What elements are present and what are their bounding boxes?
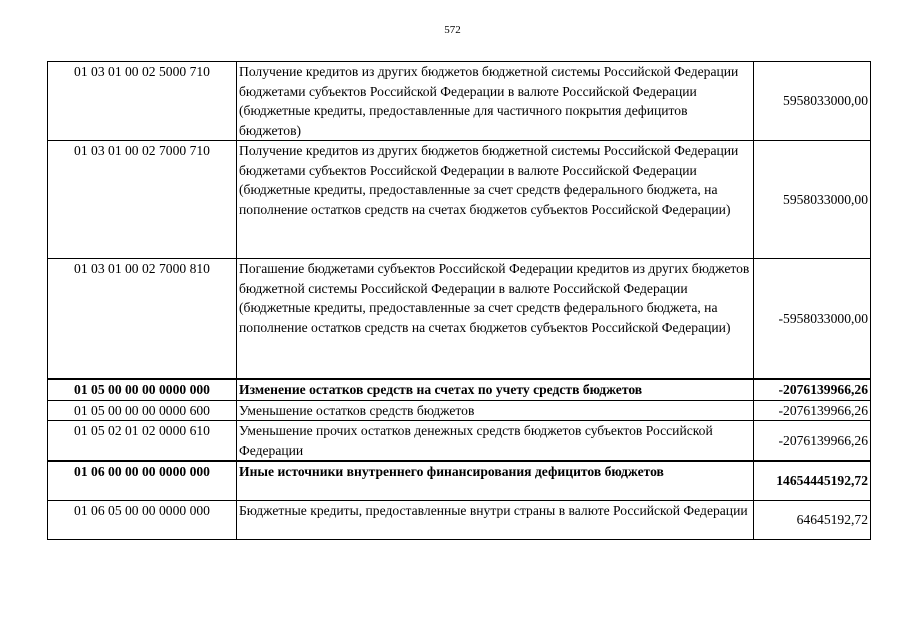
table-row bbox=[48, 259, 871, 380]
description-cell: Иные источники внутреннего финансирования дефицитов бюджетов bbox=[237, 461, 754, 501]
table-row bbox=[48, 421, 871, 462]
amount-cell: -5958033000,00 bbox=[754, 259, 871, 380]
budget-code-cell: 01 03 01 00 02 7000 810 bbox=[48, 259, 237, 380]
table-row bbox=[48, 62, 871, 141]
amount-cell: 14654445192,72 bbox=[754, 461, 871, 501]
budget-sources-table bbox=[47, 61, 871, 540]
description-cell: Уменьшение прочих остатков денежных средств бюджетов субъектов Российской Федерации bbox=[237, 421, 754, 462]
amount-cell: 5958033000,00 bbox=[754, 62, 871, 141]
description-cell: Изменение остатков средств на счетах по учету средств бюджетов bbox=[237, 379, 754, 400]
budget-code-cell: 01 03 01 00 02 7000 710 bbox=[48, 141, 237, 259]
amount-cell: 64645192,72 bbox=[754, 501, 871, 540]
amount-cell: 5958033000,00 bbox=[754, 141, 871, 259]
page-number: 572 bbox=[444, 24, 461, 36]
description-cell: Бюджетные кредиты, предоставленные внутри страны в валюте Российской Федерации bbox=[237, 501, 754, 540]
budget-code-cell: 01 06 05 00 00 0000 000 bbox=[48, 501, 237, 540]
description-cell: Получение кредитов из других бюджетов бюджетной системы Российской Федерации бюджетами субъектов Российской Федерации в валюте Российской Федерации (бюджетные кредиты, предоставленные за счет средств федерального бюджета, на пополнение остатков средств на счетах бюджетов субъектов Российской Федерации) bbox=[237, 141, 754, 259]
table-row-section-total bbox=[48, 379, 871, 400]
description-cell: Погашение бюджетами субъектов Российской Федерации кредитов из других бюджетов бюджетной системы Российской Федерации в валюте Российской Федерации (бюджетные кредиты, предоставленные за счет средств федерального бюджета, на пополнение остатков средств на счетах бюджетов субъектов Российской Федерации) bbox=[237, 259, 754, 380]
table-row bbox=[48, 400, 871, 421]
description-cell: Уменьшение остатков средств бюджетов bbox=[237, 400, 754, 421]
budget-code-cell: 01 05 00 00 00 0000 000 bbox=[48, 379, 237, 400]
description-cell: Получение кредитов из других бюджетов бюджетной системы Российской Федерации бюджетами субъектов Российской Федерации в валюте Российской Федерации (бюджетные кредиты, предоставленные для частичного покрытия дефицитов бюджетов) bbox=[237, 62, 754, 141]
amount-cell: -2076139966,26 bbox=[754, 400, 871, 421]
budget-code-cell: 01 05 02 01 02 0000 610 bbox=[48, 421, 237, 462]
budget-code-cell: 01 06 00 00 00 0000 000 bbox=[48, 461, 237, 501]
budget-code-cell: 01 03 01 00 02 5000 710 bbox=[48, 62, 237, 141]
table-row-section-total bbox=[48, 461, 871, 501]
amount-cell: -2076139966,26 bbox=[754, 421, 871, 462]
table-row bbox=[48, 501, 871, 540]
table-row bbox=[48, 141, 871, 259]
amount-cell: -2076139966,26 bbox=[754, 379, 871, 400]
budget-code-cell: 01 05 00 00 00 0000 600 bbox=[48, 400, 237, 421]
